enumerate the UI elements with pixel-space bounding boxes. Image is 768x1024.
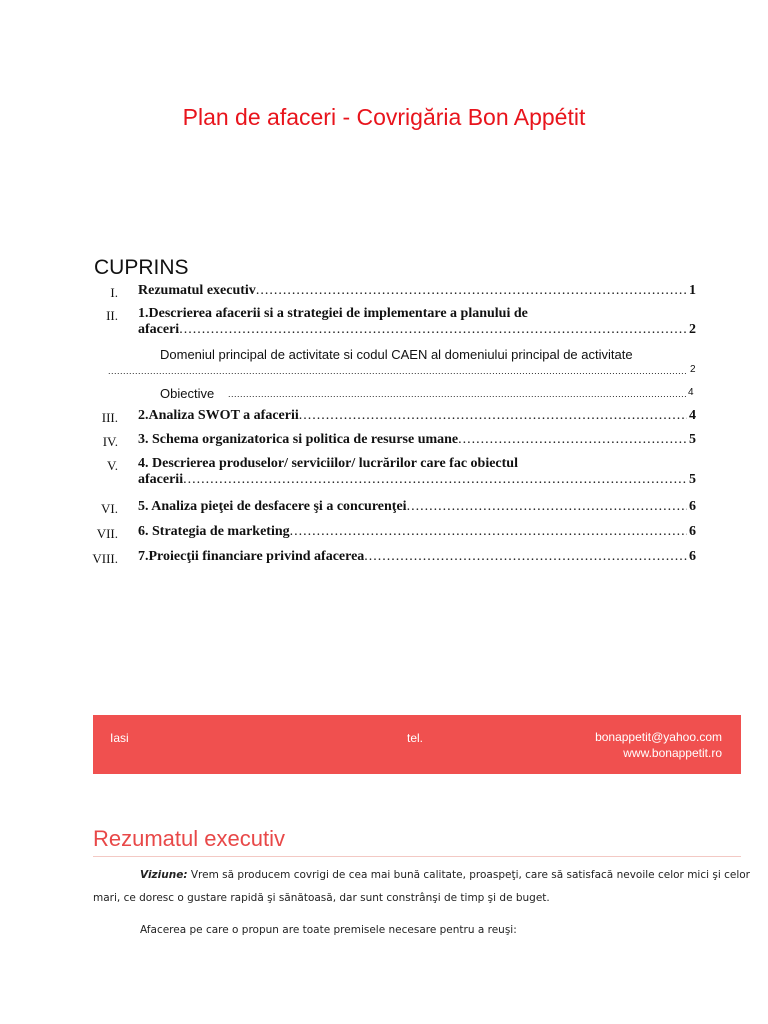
toc-title: 2.Analiza SWOT a afacerii <box>138 408 299 423</box>
document-title: Plan de afaceri - Covrigăria Bon Appétit <box>182 104 586 130</box>
section-divider <box>93 856 741 857</box>
toc-subentry[interactable]: Obiective <box>160 386 215 401</box>
vision-text-cont: mari, ce doresc o gustare rapidă şi sănătoasă, dar sunt constrânşi de timp şi de buget. <box>93 892 550 904</box>
toc-title: 6. Strategia de marketing <box>138 524 290 539</box>
toc-subentry[interactable]: Domeniul principal de activitate si codul CAEN al domeniului principal de activitate <box>160 347 633 362</box>
toc-heading: CUPRINS <box>94 256 189 279</box>
toc-subentry-page: 2 <box>690 364 696 375</box>
toc-number: VIII. <box>92 551 118 566</box>
vision-label: Viziune: <box>140 869 188 881</box>
toc-title: 1.Descrierea afacerii si a strategiei de implementare a planului de <box>138 306 528 321</box>
toc-title-cont: afacerii <box>138 472 184 487</box>
vision-text: Vrem să producem covrigi de cea mai bună calitate, proaspeţi, care să satisfacă nevoile celor mici şi celor <box>187 869 750 881</box>
contact-tel: tel. <box>407 731 424 745</box>
toc-page: 2 <box>689 322 696 337</box>
toc-title: 3. Schema organizatorica si politica de resurse umane <box>138 432 459 447</box>
contact-website[interactable]: www.bonappetit.ro <box>623 746 722 760</box>
toc-title-cont: afaceri <box>138 322 180 337</box>
toc-number: IV. <box>102 434 118 449</box>
toc-title: Rezumatul executiv <box>138 283 256 298</box>
toc-number: VI. <box>101 501 118 516</box>
paragraph: Afacerea pe care o propun are toate premisele necesare pentru a reuşi: <box>140 924 517 936</box>
toc-page: 6 <box>689 499 696 514</box>
toc-page: 5 <box>689 432 696 447</box>
contact-email[interactable]: bonappetit@yahoo.com <box>595 730 722 744</box>
toc-page: 6 <box>689 524 696 539</box>
toc-number: V. <box>107 458 118 473</box>
toc-title: 4. Descrierea produselor/ serviciilor/ lucrărilor care fac obiectul <box>138 456 518 471</box>
vision-paragraph <box>140 869 750 881</box>
toc-number: III. <box>101 410 118 425</box>
contact-band <box>93 715 741 774</box>
toc-subentry-leader <box>108 366 686 376</box>
toc-subentry-page: 4 <box>688 387 694 398</box>
contact-city: Iasi <box>110 731 129 745</box>
toc-page: 1 <box>689 283 696 298</box>
toc-number: I. <box>110 285 118 300</box>
toc-page: 5 <box>689 472 696 487</box>
toc-subentry-leader <box>228 389 686 399</box>
toc-number: VII. <box>96 526 118 541</box>
toc-title: 5. Analiza pieţei de desfacere şi a concurenţei <box>138 499 407 514</box>
toc-title: 7.Proiecţii financiare privind afacerea <box>138 549 365 564</box>
toc-page: 6 <box>689 549 696 564</box>
toc-number: II. <box>106 308 118 323</box>
toc-page: 4 <box>689 408 696 423</box>
section-heading: Rezumatul executiv <box>93 826 285 851</box>
